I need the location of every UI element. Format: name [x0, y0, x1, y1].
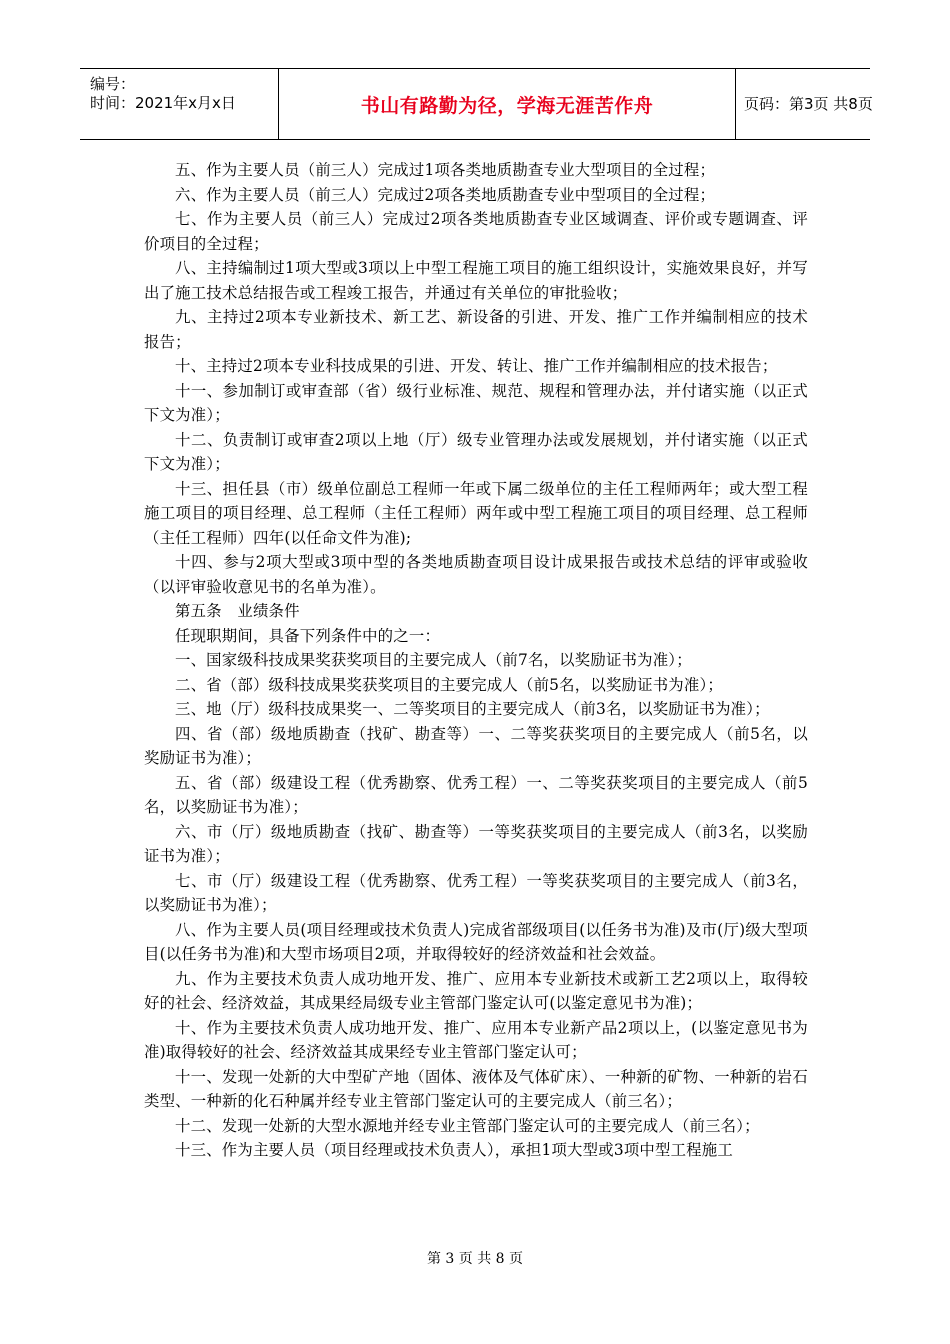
paragraph: 十一、发现一处新的大中型矿产地（固体、液体及气体矿床）、一种新的矿物、一种新的岩石类型、一种新的化石种属并经专业主管部门鉴定认可的主要完成人（前三名）； [144, 1067, 808, 1110]
paragraph: 一、国家级科技成果奖获奖项目的主要完成人（前7名，以奖励证书为准）； [175, 651, 692, 669]
paragraph: 六、市（厅）级地质勘查（找矿、勘查等）一等奖获奖项目的主要完成人（前3名，以奖励证书为准）； [144, 822, 808, 865]
document-body [144, 158, 808, 1163]
paragraph: 十二、负责制订或审查2项以上地（厅）级专业管理办法或发展规划，并付诸实施（以正式下文为准）； [144, 430, 808, 473]
paragraph: 十四、参与2项大型或3项中型的各类地质勘查项目设计成果报告或技术总结的评审或验收（以评审验收意见书的名单为准）。 [144, 553, 808, 596]
paragraph: 任现职期间，具备下列条件中的之一： [175, 626, 441, 645]
paragraph: 六、作为主要人员（前三人）完成过2项各类地质勘查专业中型项目的全过程； [175, 185, 716, 204]
paragraph: 十、主持过2项本专业科技成果的引进、开发、转让、推广工作并编制相应的技术报告； [175, 357, 778, 375]
paragraph: 二、省（部）级科技成果奖获奖项目的主要完成人（前5名，以奖励证书为准）； [175, 675, 723, 694]
paragraph: 七、市（厅）级建设工程（优秀勘察、优秀工程）一等奖获奖项目的主要完成人（前3名，以奖励证书为准）； [144, 871, 808, 914]
paragraph: 七、作为主要人员（前三人）完成过2项各类地质勘查专业区域调查、评价或专题调查、评价项目的全过程； [144, 210, 808, 253]
paragraph: 八、作为主要人员(项目经理或技术负责人)完成省部级项目(以任务书为准)及市(厅)级大型项目(以任务书为准)和大型市场项目2项，并取得较好的经济效益和社会效益。 [144, 920, 808, 963]
paragraph: 十一、参加制订或审查部（省）级行业标准、规范、规程和管理办法，并付诸实施（以正式下文为准）； [144, 381, 808, 424]
paragraph: 十三、作为主要人员（项目经理或技术负责人），承担1项大型或3项中型工程施工 [175, 1141, 733, 1159]
paragraph: 四、省（部）级地质勘查（找矿、勘查等）一、二等奖获奖项目的主要完成人（前5名，以奖励证书为准）； [144, 724, 808, 767]
paragraph: 九、作为主要技术负责人成功地开发、推广、应用本专业新技术或新工艺2项以上，取得较好的社会、经济效益，其成果经局级专业主管部门鉴定认可(以鉴定意见书为准)； [144, 969, 808, 1012]
document-number-label: 编号： [90, 75, 136, 93]
header-motto: 书山有路勤为径，学海无涯苦作舟 [360, 95, 654, 117]
page-header [80, 68, 873, 140]
paragraph: 五、作为主要人员（前三人）完成过1项各类地质勘查专业大型项目的全过程； [175, 161, 716, 179]
paragraph: 十三、担任县（市）级单位副总工程师一年或下属二级单位的主任工程师两年；或大型工程施工项目的项目经理、总工程师（主任工程师）两年或中型工程施工项目的项目经理、总工程师（主任工程师）四年(以任命文件为准); [144, 479, 808, 547]
header-motto-cell [279, 69, 736, 139]
paragraph: 十、作为主要技术负责人成功地开发、推广、应用本专业新产品2项以上，(以鉴定意见书为准)取得较好的社会、经济效益其成果经专业主管部门鉴定认可； [144, 1018, 808, 1061]
paragraph: 八、主持编制过1项大型或3项以上中型工程施工项目的施工组织设计，实施效果良好，并写出了施工技术总结报告或工程竣工报告，并通过有关单位的审批验收； [144, 259, 808, 302]
document-time-label: 时间：2021年x月x日 [90, 94, 236, 112]
page-footer: 第 3 页 共 8 页 [426, 1251, 524, 1267]
paragraph: 九、主持过2项本专业新技术、新工艺、新设备的引进、开发、推广工作并编制相应的技术报告； [144, 308, 808, 351]
header-page-cell [736, 69, 873, 139]
header-meta-cell [80, 69, 279, 139]
section-heading: 第五条 业绩条件 [175, 602, 300, 620]
paragraph: 十二、发现一处新的大型水源地并经专业主管部门鉴定认可的主要完成人（前三名）； [175, 1116, 760, 1135]
header-page-info: 页码：第3页 共8页 [744, 95, 873, 113]
paragraph: 五、省（部）级建设工程（优秀勘察、优秀工程）一、二等奖获奖项目的主要完成人（前5名，以奖励证书为准）； [144, 773, 808, 816]
paragraph: 三、地（厅）级科技成果奖一、二等奖项目的主要完成人（前3名，以奖励证书为准）； [175, 700, 770, 718]
